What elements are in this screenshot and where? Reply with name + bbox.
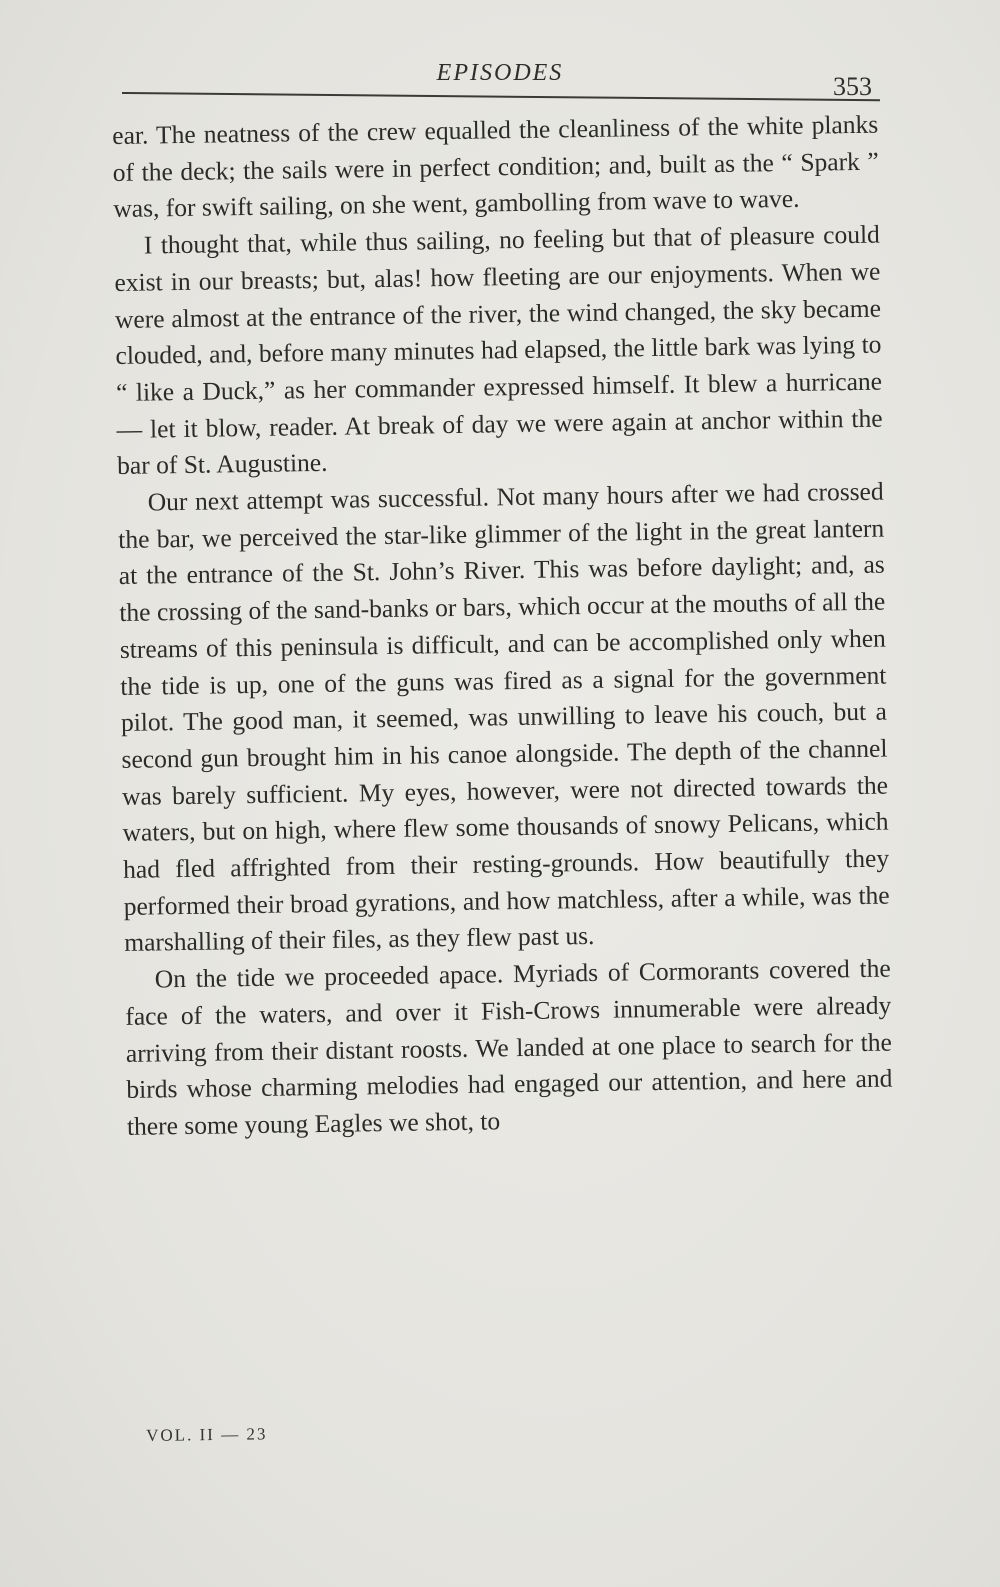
page-number: 353: [833, 72, 872, 101]
paragraph: I thought that, while thus sailing, no feeling but that of pleasure could exist in our breasts; but, alas! how fleeting are our enjoyments. When we were almost at the entrance of the river, the wind changed, the sky became clouded, and, before many minutes had elapsed, the little bark was lying to “ like a Duck,” as her commander expressed himself. It blew a hurricane — let it blow, reader. At break of day we were again at anchor within the bar of St. Augustine.: [114, 219, 883, 481]
running-title: EPISODES: [436, 60, 564, 86]
body-text: [112, 107, 893, 1146]
paragraph: On the tide we proceeded apace. Myriads of Cormorants covered the face of the waters, and over it Fish-Crows innumerable were already arriving from their distant roosts. We landed at one place to search for the birds whose charming melodies had engaged our attention, and here and there some young Eagles we shot, to: [125, 953, 893, 1141]
header-rule: [122, 92, 880, 101]
paragraph-continued: ear. The neatness of the crew equalled the cleanliness of the white planks of the deck; the sails were in perfect condition; and, built as the “ Spark ” was, for swift sailing, on she went, gambolling from wave to wave.: [112, 109, 879, 224]
paragraph: Our next attempt was successful. Not many hours after we had crossed the bar, we perceived the star-like glimmer of the light in the great lantern at the entrance of the St. John’s River. This was before daylight; and, as the crossing of the sand-banks or bars, which occur at the mouths of all the streams of this peninsula is difficult, and can be accomplished only when the tide is up, one of the guns was fired as a signal for the government pilot. The good man, it seemed, was unwilling to leave his couch, but a second gun brought him in his canoe alongside. The depth of the channel was barely sufficient. My eyes, however, were not directed towards the waters, but on high, where flew some thousands of snowy Pelicans, which had fled affrighted from their resting-grounds. How beautifully they performed their broad gyrations, and how matchless, after a while, was the marshalling of their files, as they flew past us.: [118, 476, 890, 958]
signature-mark: VOL. II — 23: [146, 1424, 268, 1445]
